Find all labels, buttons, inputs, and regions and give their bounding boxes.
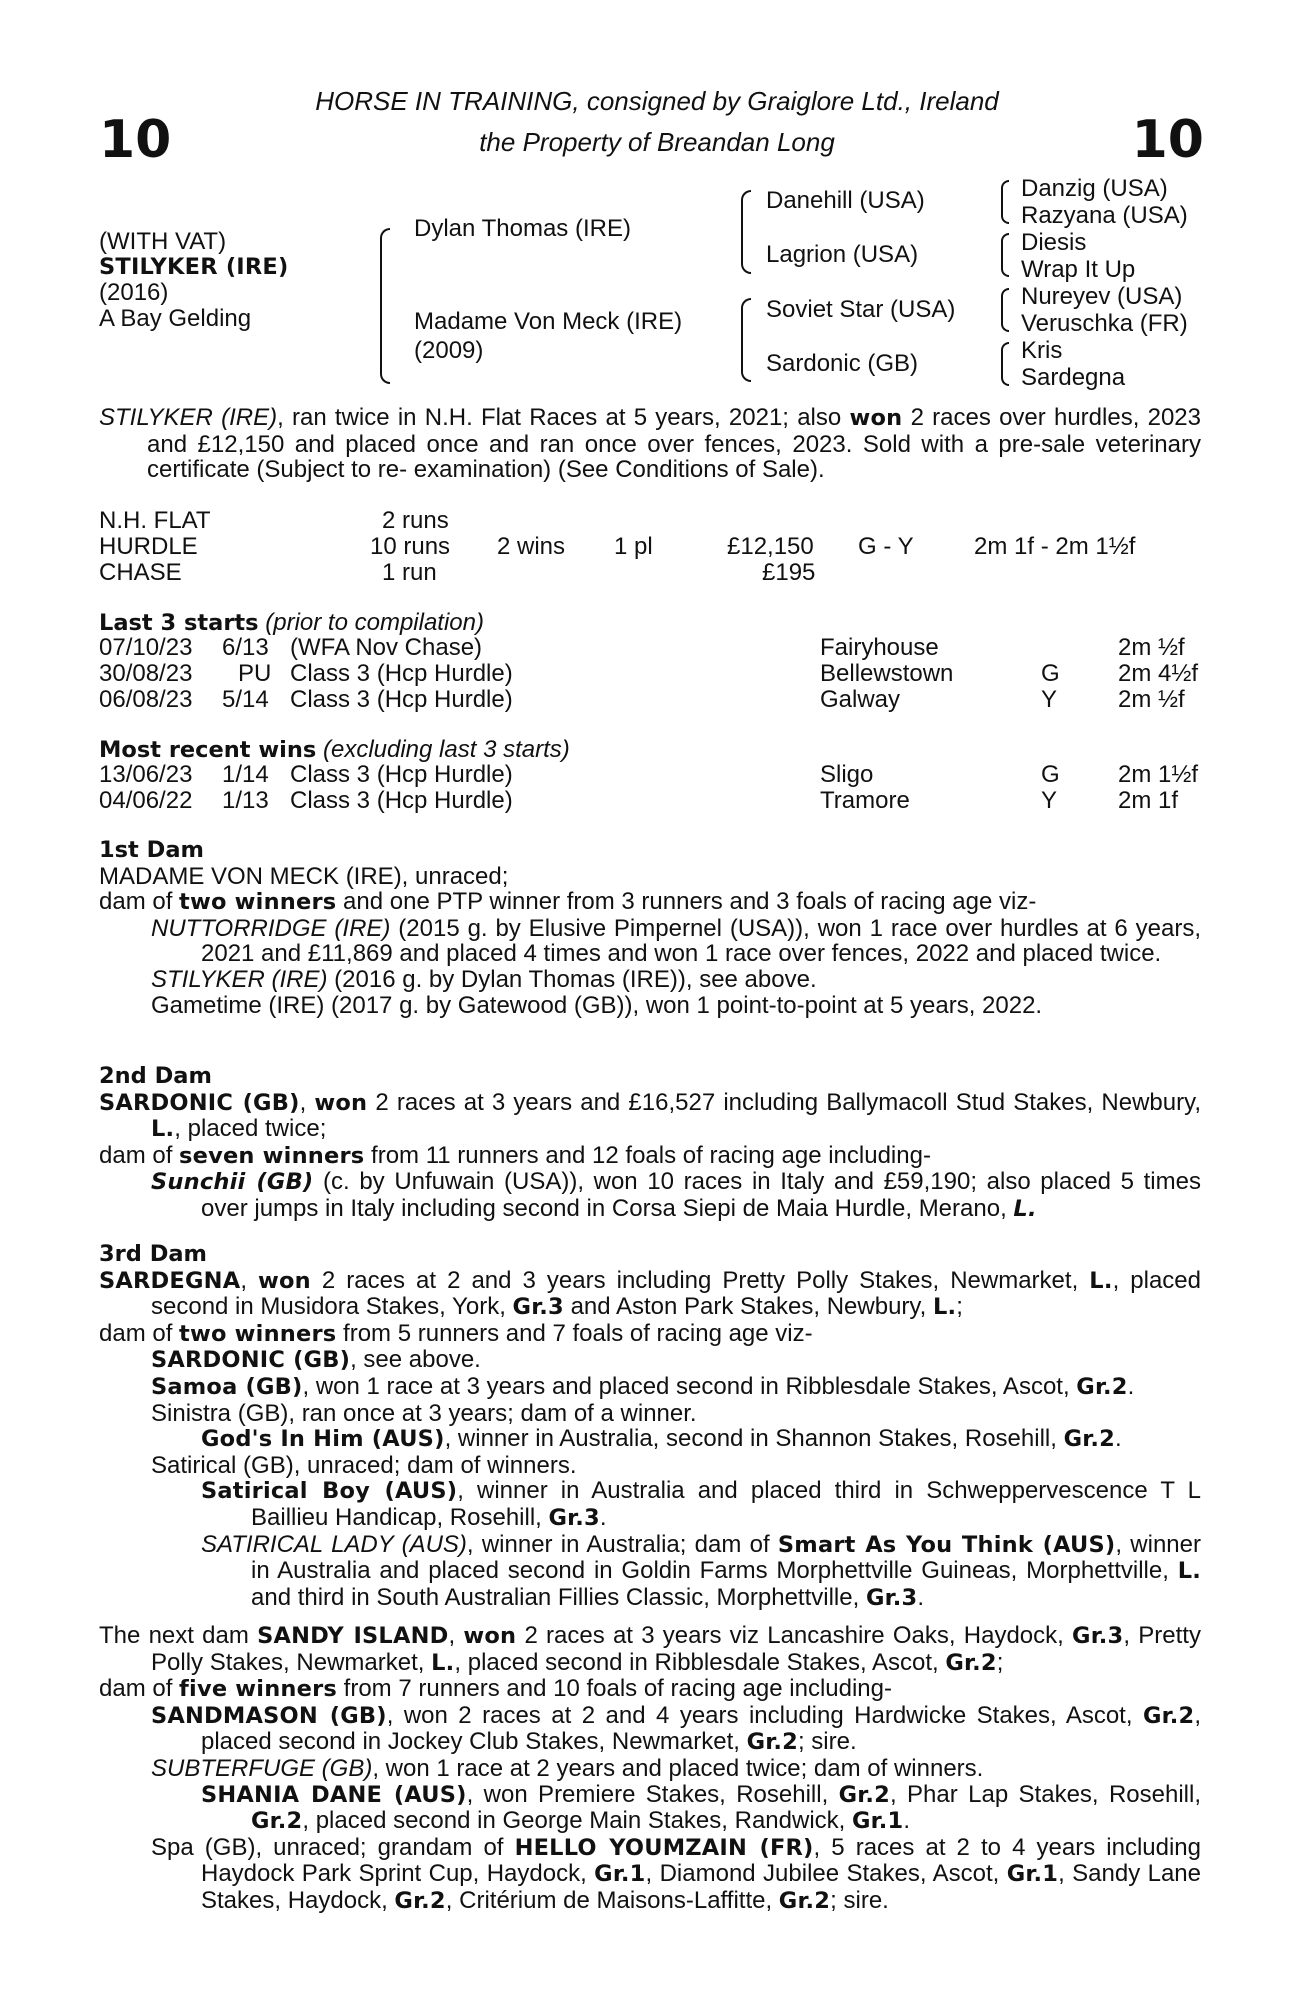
vat-note: (WITH VAT) <box>99 228 227 255</box>
ds-sire: Nureyev (USA) <box>1021 283 1183 310</box>
pedigree-brace-3 <box>741 298 751 382</box>
produce-satirical-boy <box>201 1478 1201 1531</box>
text-next-c6: ; sire. <box>797 1728 857 1756</box>
produce-shania-dane <box>201 1782 1201 1835</box>
text-dam3-f4: . <box>1114 1425 1122 1453</box>
text-next-e3: Gr.2 <box>838 1781 890 1808</box>
sd-sire: Diesis <box>1021 229 1087 256</box>
pedigree-brace-2 <box>741 190 751 274</box>
next-dam-produce-line <box>99 1676 1201 1703</box>
text-dam1-p2a: STILYKER (IRE) <box>151 965 328 993</box>
text-next-e7: Gr.1 <box>851 1808 904 1835</box>
text-dam3-h2: , winner in Australia and placed third in Schweppervescence T L Baillieu Handicap, Rosehill, <box>251 1477 1201 1531</box>
text-next-f10: Gr.2 <box>778 1887 831 1914</box>
last3-pos-1: PU <box>238 660 272 687</box>
text-next-f8: Gr.2 <box>394 1887 446 1914</box>
dam-name: Madame Von Meck (IRE) <box>414 308 683 335</box>
second-dam-section <box>99 1064 1201 1223</box>
horse-name: STILYKER (IRE) <box>99 253 289 280</box>
text-dam3-i4: , winner in Australia and placed second in Goldin Farms Morphettville Guineas, Morphettville, <box>251 1530 1201 1585</box>
recent-date-1: 04/06/22 <box>99 787 193 814</box>
first-dam-section <box>99 838 1201 1018</box>
text-dam3-i1: SATIRICAL LADY (AUS) <box>201 1530 467 1558</box>
text-dam3-f3: Gr.2 <box>1063 1426 1115 1453</box>
produce-sunchii <box>151 1169 1201 1222</box>
text-next-d2: , won 1 race at 2 years and placed twice; dam of winners. <box>372 1754 984 1782</box>
next-dam-line <box>99 1623 1201 1676</box>
recent-race-0: Class 3 (Hcp Hurdle) <box>290 761 513 788</box>
text-dam3-h3: Gr.3 <box>548 1504 600 1531</box>
text-next-e8: . <box>903 1807 911 1835</box>
text-next-f5: , Diamond Jubilee Stakes, Ascot, <box>645 1860 1007 1888</box>
text-dam3-d1: Samoa (GB) <box>151 1373 303 1400</box>
produce-satirical: Satirical (GB), unraced; dam of winners. <box>151 1451 577 1479</box>
recent-date-0: 13/06/23 <box>99 761 193 788</box>
property-line: the Property of Breandan Long <box>479 127 835 157</box>
recent-title: Most recent wins <box>99 737 317 763</box>
text-next-a9: Gr.2 <box>945 1649 997 1676</box>
text-next-d1: SUBTERFUGE (GB) <box>151 1754 373 1782</box>
text-next-a6: , Pretty Polly Stakes, Newmarket, <box>151 1622 1201 1676</box>
recent-dist-0: 2m 1½f <box>1118 761 1199 788</box>
text-next-b2: five winners <box>179 1676 337 1703</box>
sire-sire: Danehill (USA) <box>766 187 925 214</box>
record-wins-hurdle: 2 wins <box>497 533 566 560</box>
text-next-f11: ; sire. <box>830 1886 889 1914</box>
sd-dam: Wrap It Up <box>1021 256 1136 283</box>
text-next-f9: , Critérium de Maisons-Laffitte, <box>445 1886 779 1914</box>
text-dam3-i2: , winner in Australia; dam of <box>466 1530 778 1558</box>
third-dam-section <box>99 1242 1201 1611</box>
second-dam-title: 2nd Dam <box>99 1063 212 1089</box>
recent-course-0: Sligo <box>820 761 874 788</box>
text-dam3-a1: SARDEGNA <box>99 1267 241 1294</box>
text-next-c4: , placed second in Jockey Club Stakes, Newmarket, <box>201 1701 1201 1756</box>
text-dam3-f1: God's In Him (AUS) <box>201 1426 445 1453</box>
last3-race-1: Class 3 (Hcp Hurdle) <box>290 660 513 687</box>
text-dam1-p2b: (2016 g. by Dylan Thomas (IRE)), see above. <box>327 965 817 993</box>
text-dam2-a1: SARDONIC (GB) <box>99 1089 300 1116</box>
consignor-line: HORSE IN TRAINING, consigned by Graiglore Ltd., Ireland <box>315 86 999 116</box>
second-dam-line <box>99 1090 1201 1143</box>
recent-going-1: Y <box>1041 787 1058 814</box>
pedigree-brace-4 <box>1001 180 1009 224</box>
text-next-c1: SANDMASON (GB) <box>151 1702 387 1729</box>
produce-spa <box>151 1835 1201 1915</box>
text-next-a10: ; <box>996 1648 1004 1676</box>
text-next-f7: , Sandy Lane Stakes, Haydock, <box>201 1860 1201 1914</box>
recent-pos-0: 1/14 <box>222 761 269 788</box>
produce-nuttorridge <box>151 916 1201 967</box>
text-dam2-b3: from 11 runners and 12 foals of racing age including- <box>364 1141 931 1169</box>
text-next-c2: , won 2 races at 2 and 4 years including Hardwicke Stakes, Ascot, <box>386 1701 1143 1729</box>
text-dam3-i6: and third in South Australian Fillies Classic, Morphettville, <box>251 1583 866 1611</box>
text-next-a3: won <box>463 1623 517 1649</box>
text-next-e5: Gr.2 <box>251 1808 303 1835</box>
recent-note: (excluding last 3 starts) <box>322 736 570 763</box>
text-dam3-f2: , winner in Australia, second in Shannon Stakes, Rosehill, <box>444 1425 1064 1453</box>
text-next-a2: , <box>448 1622 464 1649</box>
text-dam3-a4: 2 races at 2 and 3 years including Pretty Polly Stakes, Newmarket, <box>310 1266 1090 1294</box>
text-dam2-c2: (c. by Unfuwain (USA)), won 10 races in Italy and £59,190; also placed 5 times over jumps in Italy including second in Corsa Siepi de Maia Hurdle, Merano, <box>201 1168 1201 1222</box>
dam-dam: Sardonic (GB) <box>766 350 919 377</box>
record-type-hurdle: HURDLE <box>99 533 198 560</box>
text-dam3-a6: , placed second in Musidora Stakes, York, <box>151 1266 1201 1321</box>
record-type-chase: CHASE <box>99 559 182 586</box>
summary-paragraph <box>99 405 1201 483</box>
text-next-a0: The next dam <box>99 1622 258 1649</box>
last3-going-2: Y <box>1041 686 1058 713</box>
record-type-flat: N.H. FLAT <box>99 507 211 534</box>
text-dam2-a5: L. <box>151 1116 175 1143</box>
text-dam2-c3: L. <box>1013 1195 1037 1222</box>
text-dam3-a7: Gr.3 <box>512 1294 564 1321</box>
recent-pos-1: 1/13 <box>222 787 269 814</box>
last3-race-0: (WFA Nov Chase) <box>290 634 483 661</box>
text-dam3-a8: and Aston Park Stakes, Newbury, <box>563 1293 933 1321</box>
text-next-f6: Gr.1 <box>1006 1861 1059 1888</box>
text-dam2-a3: won <box>314 1089 368 1116</box>
text-dam3-c1: SARDONIC (GB) <box>151 1347 351 1374</box>
pedigree-brace-7 <box>1001 342 1009 386</box>
text-dam2-b2: seven winners <box>179 1142 365 1169</box>
last3-date-1: 30/08/23 <box>99 660 193 687</box>
last3-title: Last 3 starts <box>99 610 259 636</box>
text-next-f4: Gr.1 <box>594 1861 646 1888</box>
produce-satirical-lady <box>201 1532 1201 1612</box>
third-dam-title: 3rd Dam <box>99 1241 207 1267</box>
record-pl-hurdle: 1 pl <box>614 533 653 560</box>
summary-won: won <box>849 405 903 431</box>
record-prize-chase: £195 <box>762 559 816 586</box>
last3-date-0: 07/10/23 <box>99 634 193 661</box>
text-next-f3: , 5 races at 2 to 4 years including Haydock Park Sprint Cup, Haydock, <box>201 1833 1202 1888</box>
record-runs-hurdle: 10 runs <box>370 533 451 560</box>
text-dam3-i3: Smart As You Think (AUS) <box>777 1531 1116 1558</box>
lot-number-right: 10 <box>1131 110 1204 170</box>
text-next-a1: SANDY ISLAND <box>257 1623 449 1649</box>
text-next-e2: , won Premiere Stakes, Rosehill, <box>466 1780 839 1808</box>
text-next-e4: , Phar Lap Stakes, Rosehill, <box>890 1780 1201 1808</box>
text-dam3-a5: L. <box>1089 1267 1113 1294</box>
second-dam-produce-line <box>99 1143 1201 1170</box>
sire-dam: Lagrion (USA) <box>766 241 919 268</box>
sire-name: Dylan Thomas (IRE) <box>414 215 631 242</box>
first-dam-produce-line <box>99 889 1201 916</box>
produce-subterfuge <box>151 1756 1201 1782</box>
text-dam3-a10: ; <box>956 1293 963 1321</box>
last3-going-1: G <box>1041 660 1060 687</box>
text-dam3-d2: , won 1 race at 3 years and placed second in Ribblesdale Stakes, Ascot, <box>302 1372 1077 1400</box>
text-dam3-b1: dam of <box>99 1319 180 1347</box>
text-dam3-i7: Gr.3 <box>865 1584 918 1611</box>
lot-number-left: 10 <box>99 110 172 170</box>
text-dam2-a4: 2 races at 3 years and £16,527 including Ballymacoll Stud Stakes, Newbury, <box>367 1088 1201 1116</box>
text-next-b3: from 7 runners and 10 foals of racing age including- <box>337 1675 892 1703</box>
text-dam1-l2a: dam of <box>99 888 180 916</box>
text-dam3-a9: L. <box>932 1294 957 1321</box>
text-next-f2: HELLO YOUMZAIN (FR) <box>514 1834 814 1861</box>
third-dam-produce-line <box>99 1321 1201 1348</box>
text-dam3-b2: two winners <box>179 1320 337 1347</box>
text-dam3-i5: L. <box>1177 1558 1201 1585</box>
last3-date-2: 06/08/23 <box>99 686 193 713</box>
last3-dist-0: 2m ½f <box>1118 634 1185 661</box>
text-dam1-l2c: and one PTP winner from 3 runners and 3 foals of racing age viz- <box>336 888 1037 916</box>
dam-sire: Soviet Star (USA) <box>766 296 956 323</box>
last3-course-0: Fairyhouse <box>820 634 939 661</box>
last3-course-2: Galway <box>820 686 901 713</box>
produce-gametime: Gametime (IRE) (2017 g. by Gatewood (GB)), won 1 point-to-point at 5 years, 2022. <box>151 991 1043 1019</box>
record-dist-hurdle: 2m 1f - 2m 1½f <box>974 533 1136 560</box>
text-next-a8: , placed second in Ribblesdale Stakes, Ascot, <box>454 1648 946 1676</box>
text-dam3-a3: won <box>258 1267 311 1294</box>
recent-dist-1: 2m 1f <box>1118 787 1179 814</box>
next-dam-section <box>99 1623 1201 1915</box>
recent-race-1: Class 3 (Hcp Hurdle) <box>290 787 513 814</box>
horse-year: (2016) <box>99 279 169 307</box>
text-next-f1: Spa (GB), unraced; grandam of <box>151 1833 515 1861</box>
text-dam1-p1b: (2015 g. by Elusive Pimpernel (USA)), won 1 race over hurdles at 6 years, 2021 and £11,869 and placed 4 times and won 1 race over fences, 2022 and placed twice. <box>201 914 1202 968</box>
text-dam2-a6: , placed twice; <box>174 1115 327 1143</box>
dd-sire: Kris <box>1021 337 1063 364</box>
text-dam3-b3: from 5 runners and 7 foals of racing age viz- <box>336 1319 813 1347</box>
record-prize-hurdle: £12,150 <box>727 533 814 560</box>
text-next-a4: 2 races at 3 years viz Lancashire Oaks, Haydock, <box>516 1622 1073 1649</box>
ss-sire: Danzig (USA) <box>1021 175 1168 202</box>
text-dam3-h1: Satirical Boy (AUS) <box>201 1478 458 1505</box>
summary-horse-name: STILYKER (IRE) <box>99 404 278 431</box>
record-runs-flat: 2 runs <box>382 507 449 534</box>
pedigree-brace-1 <box>380 228 390 384</box>
record-going-hurdle: G - Y <box>858 533 914 560</box>
last3-dist-2: 2m ½f <box>1118 686 1185 713</box>
text-next-c5: Gr.2 <box>746 1729 798 1756</box>
text-dam3-i8: . <box>917 1583 924 1611</box>
pedigree-brace-5 <box>1001 233 1009 277</box>
text-dam3-h4: . <box>599 1503 607 1531</box>
text-dam2-c1: Sunchii (GB) <box>151 1169 314 1196</box>
last3-pos-0: 6/13 <box>222 634 269 661</box>
last3-pos-2: 5/14 <box>222 686 269 713</box>
text-next-b1: dam of <box>99 1675 180 1703</box>
text-dam3-d4: . <box>1127 1372 1135 1400</box>
ss-dam: Razyana (USA) <box>1021 202 1188 229</box>
last3-dist-1: 2m 4½f <box>1118 660 1199 687</box>
last3-note: (prior to compilation) <box>265 609 484 636</box>
text-dam3-c2: , see above. <box>350 1346 481 1374</box>
first-dam-line: MADAME VON MECK (IRE), unraced; <box>99 862 509 890</box>
dam-year: (2009) <box>414 337 484 364</box>
summary-text-1: , ran twice in N.H. Flat Races at 5 years, 2021; also <box>277 404 850 431</box>
text-dam3-a2: , <box>240 1266 259 1294</box>
text-dam3-d3: Gr.2 <box>1076 1373 1128 1400</box>
text-dam1-l2b: two winners <box>179 889 337 916</box>
produce-gods-in-him <box>201 1426 1201 1453</box>
dd-dam: Sardegna <box>1021 364 1126 391</box>
text-next-a7: L. <box>431 1649 455 1676</box>
text-dam1-p1a: NUTTORRIDGE (IRE) <box>151 914 391 942</box>
produce-sandmason <box>151 1703 1201 1756</box>
produce-samoa <box>151 1374 1201 1401</box>
text-next-e1: SHANIA DANE (AUS) <box>201 1781 467 1808</box>
last3-course-1: Bellewstown <box>820 660 954 687</box>
first-dam-title: 1st Dam <box>99 837 204 863</box>
produce-stilyker <box>151 967 1201 993</box>
horse-identity <box>99 229 288 331</box>
recent-going-0: G <box>1041 761 1060 788</box>
record-runs-chase: 1 run <box>382 559 437 586</box>
last3-race-2: Class 3 (Hcp Hurdle) <box>290 686 513 713</box>
text-dam2-a2: , <box>299 1088 315 1116</box>
text-next-e6: , placed second in George Main Stakes, Randwick, <box>302 1807 852 1835</box>
pedigree-brace-6 <box>1001 288 1009 332</box>
recent-course-1: Tramore <box>820 787 910 814</box>
text-next-c3: Gr.2 <box>1142 1702 1195 1729</box>
produce-sardonic <box>151 1347 1201 1374</box>
text-dam2-b1: dam of <box>99 1141 180 1169</box>
text-next-a5: Gr.3 <box>1072 1623 1124 1649</box>
produce-sinistra: Sinistra (GB), ran once at 3 years; dam of a winner. <box>151 1399 697 1427</box>
third-dam-line <box>99 1268 1201 1321</box>
horse-description: A Bay Gelding <box>99 304 252 332</box>
ds-dam: Veruschka (FR) <box>1021 310 1188 337</box>
summary-text-2: 2 races over hurdles, 2023 and £12,150 and placed once and ran once over fences, 2023. Sold with a pre-sale veterinary certificate (Subject to re- examination) (See Conditions of Sale). <box>147 404 1201 484</box>
